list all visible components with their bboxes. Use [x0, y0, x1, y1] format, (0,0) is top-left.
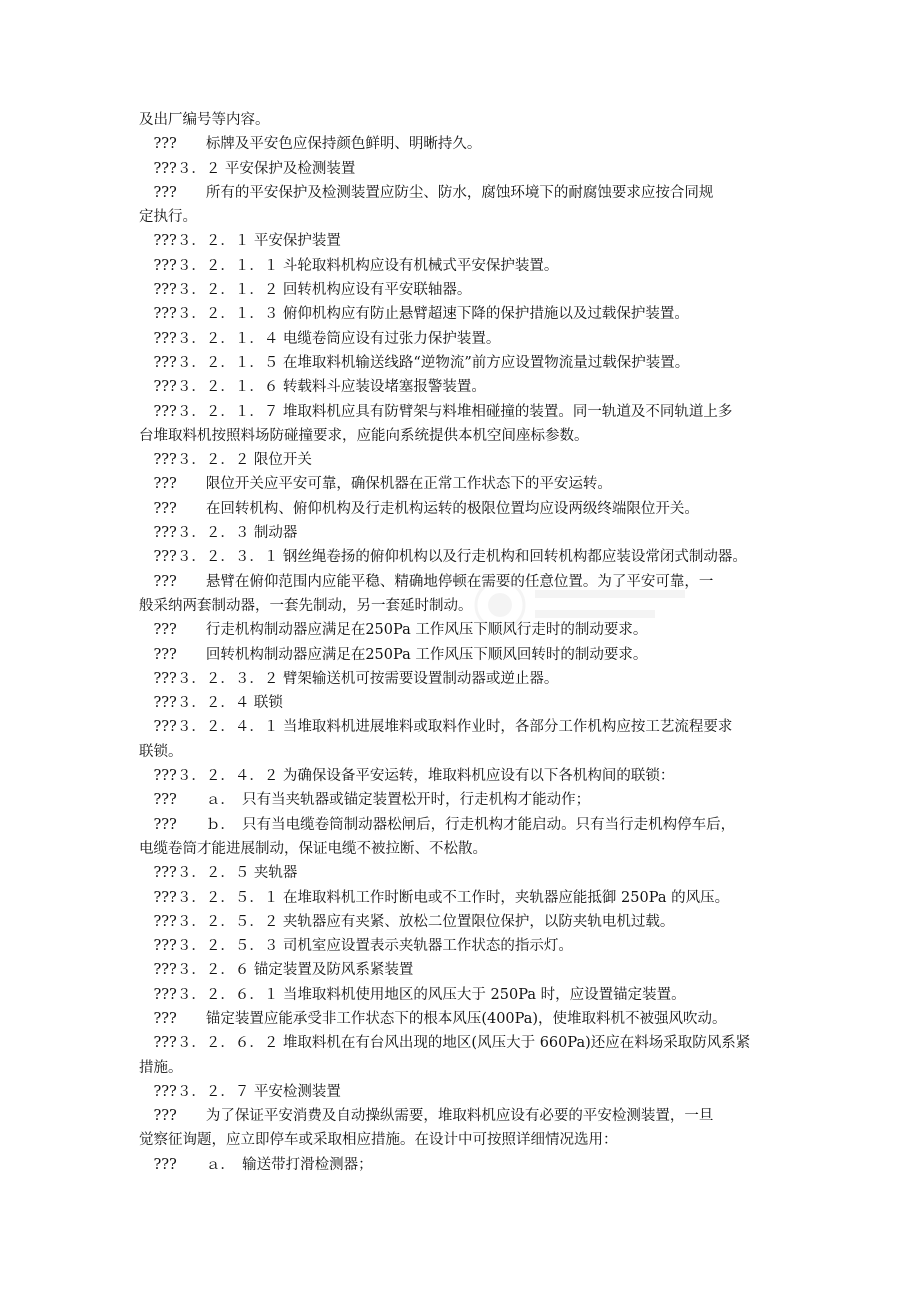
text-line: 觉察征询题，应立即停车或采取相应措施。在设计中可按照详细情况选用：	[139, 1132, 618, 1149]
text-line: ???３．２．３．２ 臂架输送机可按需要设置制动器或逆止器。	[139, 670, 559, 687]
text-line: ??? 锚定装置应能承受非工作状态下的根本风压(400Pa)，使堆取料机不被强风吹动。	[139, 1010, 727, 1027]
text-line: ???３．２．１．６ 转载料斗应装设堵塞报警装置。	[139, 379, 486, 396]
text-line: ???３．２．１ 平安保护装置	[139, 233, 341, 250]
text-line: ???３．２．１．４ 电缆卷筒应设有过张力保护装置。	[139, 330, 501, 347]
text-line: ???３．２．５．１ 在堆取料机工作时断电或不工作时，夹轨器应能抵御 250Pa 的风压。	[139, 889, 730, 906]
text-line: ???３．２．５ 夹轨器	[139, 865, 298, 882]
text-line: ??? 回转机构制动器应满足在250Pa 工作风压下顺风回转时的制动要求。	[139, 646, 648, 663]
text-line: ??? 为了保证平安消费及自动操纵需要，堆取料机应设有必要的平安检测装置，一旦	[139, 1108, 714, 1125]
text-line: ??? 悬臂在俯仰范围内应能平稳、精确地停顿在需要的任意位置。为了平安可靠，一	[139, 573, 714, 590]
text-line: 措施。	[139, 1059, 183, 1076]
text-line: 般采纳两套制动器，一套先制动，另一套延时制动。	[139, 597, 473, 614]
text-line: 联锁。	[139, 743, 183, 760]
text-line: ???３．２．１．５ 在堆取料机输送线路“逆物流”前方应设置物流量过载保护装置。	[139, 354, 690, 371]
text-line: ??? 行走机构制动器应满足在250Pa 工作风压下顺风行走时的制动要求。	[139, 622, 648, 639]
text-line: ???３．２．５．２ 夹轨器应有夹紧、放松二位置限位保护，以防夹轨电机过载。	[139, 913, 675, 930]
text-line: ??? 标牌及平安色应保持颜色鲜明、明晰持久。	[139, 136, 482, 153]
text-line: ???３．２．６．２ 堆取料机在有台风出现的地区(风压大于 660Pa)还应在料场采取防风系紧	[139, 1035, 751, 1052]
text-line: 定执行。	[139, 209, 197, 226]
text-line: ???３．２．１．３ 俯仰机构应有防止悬臂超速下降的保护措施以及过载保护装置。	[139, 306, 689, 323]
text-line: ???３．２．３．１ 钢丝绳卷扬的俯仰机构以及行走机构和回转机构都应装设常闭式制动器。	[139, 549, 747, 566]
document-body	[139, 108, 789, 1177]
text-line: ???３．２．３ 制动器	[139, 525, 298, 542]
text-line: ??? 在回转机构、俯仰机构及行走机构运转的极限位置均应设两级终端限位开关。	[139, 500, 699, 517]
text-line: ???３．２．７ 平安检测装置	[139, 1083, 341, 1100]
text-line: ???３．２．６ 锚定装置及防风系紧装置	[139, 962, 414, 979]
text-line: 电缆卷筒才能进展制动，保证电缆不被拉断、不松散。	[139, 840, 487, 857]
text-line: ???３．２．１．１ 斗轮取料机构应设有机械式平安保护装置。	[139, 257, 559, 274]
text-line: ??? 限位开关应平安可靠，确保机器在正常工作状态下的平安运转。	[139, 476, 612, 493]
text-line: ??? ａ． 输送带打滑检测器；	[139, 1156, 373, 1173]
text-line: ???３．２．２ 限位开关	[139, 452, 312, 469]
text-line: ???３．２．４ 联锁	[139, 695, 283, 712]
text-line: ??? ａ． 只有当夹轨器或锚定装置松开时，行走机构才能动作；	[139, 792, 591, 809]
text-line: ???３．２．４．１ 当堆取料机进展堆料或取料作业时，各部分工作机构应按工艺流程要求	[139, 719, 733, 736]
text-line: ???３．２ 平安保护及检测装置	[139, 160, 356, 177]
text-line: ??? 所有的平安保护及检测装置应防尘、防水，腐蚀环境下的耐腐蚀要求应按合同规	[139, 184, 714, 201]
text-line: ??? ｂ． 只有当电缆卷筒制动器松闸后，行走机构才能启动。只有当行走机构停车后，	[139, 816, 736, 833]
text-line: 台堆取料机按照料场防碰撞要求，应能向系统提供本机空间座标参数。	[139, 427, 589, 444]
text-line: ???３．２．６．１ 当堆取料机使用地区的风压大于 250Pa 时，应设置锚定装置。	[139, 986, 686, 1003]
text-line: ???３．２．５．３ 司机室应设置表示夹轨器工作状态的指示灯。	[139, 938, 573, 955]
text-line: ???３．２．４．２ 为确保设备平安运转，堆取料机应设有以下各机构间的联锁：	[139, 768, 675, 785]
text-line: ???３．２．１．７ 堆取料机应具有防臂架与料堆相碰撞的装置。同一轨道及不同轨道上多	[139, 403, 733, 420]
text-line: 及出厂编号等内容。	[139, 112, 270, 128]
text-line: ???３．２．１．２ 回转机构应设有平安联轴器。	[139, 282, 472, 299]
